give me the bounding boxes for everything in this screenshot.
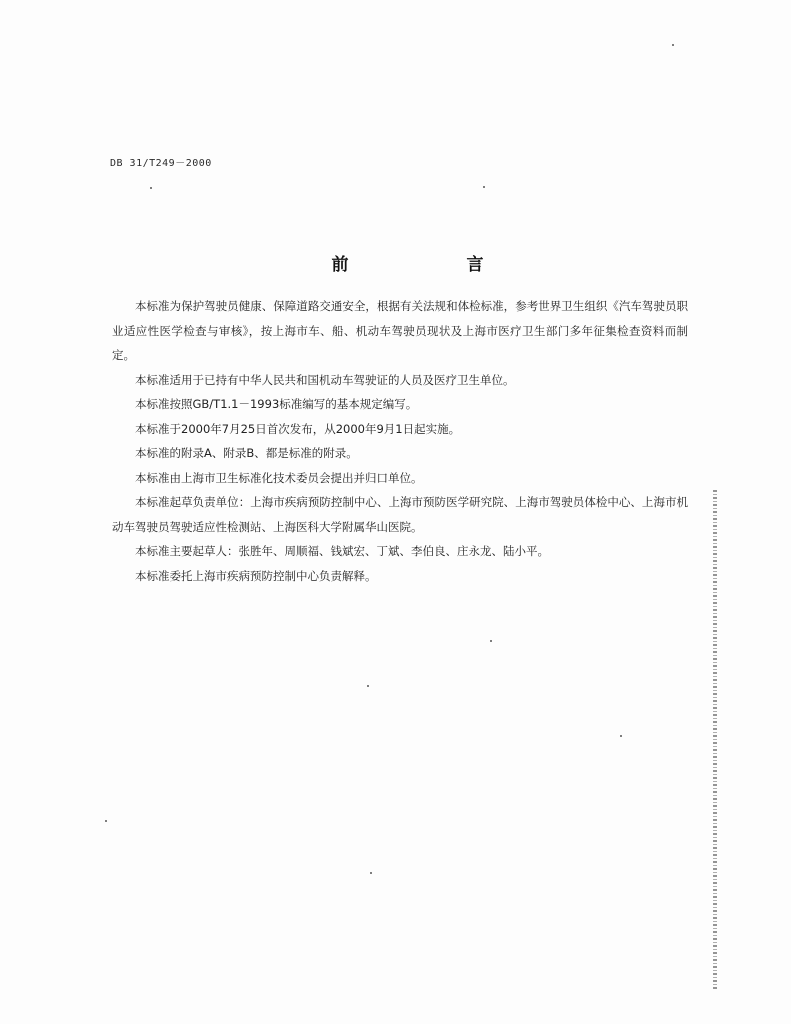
scan-speck xyxy=(672,44,674,46)
scan-speck xyxy=(490,640,492,642)
scan-speck xyxy=(150,187,152,189)
paragraph-dates: 本标准于2000年7月25日首次发布，从2000年9月1日起实施。 xyxy=(135,421,461,436)
paragraph-scope: 本标准适用于已持有中华人民共和国机动车驾驶证的人员及医疗卫生单位。 xyxy=(135,372,515,387)
paragraph-format: 本标准按照GB/T1.1－1993标准编写的基本规定编写。 xyxy=(135,397,418,411)
paragraph-purpose: 本标准为保护驾驶员健康、保障道路交通安全，根据有关法规和体检标准，参考世界卫生组织《汽车驾驶员职业适应性医学检查与审核》，按上海市车、船、机动车驾驶员现状及上海市医疗卫生部门多年征集检查资料而制定。 xyxy=(112,299,688,362)
scan-speck xyxy=(370,872,372,874)
document-body xyxy=(112,294,688,588)
paragraph-drafters: 本标准主要起草人：张胜年、周顺福、钱斌宏、丁斌、李伯良、庄永龙、陆小平。 xyxy=(135,544,549,558)
scan-speck xyxy=(620,735,622,737)
paragraph-proposer: 本标准由上海市卫生标准化技术委员会提出并归口单位。 xyxy=(135,470,423,485)
scan-edge-artifact xyxy=(713,490,717,990)
scan-speck xyxy=(483,186,485,188)
paragraph-appendix: 本标准的附录A、附录B、都是标准的附录。 xyxy=(135,446,358,460)
document-code: DB 31/T249－2000 xyxy=(110,158,212,169)
page-title: 前 言 xyxy=(331,255,540,275)
scan-speck xyxy=(105,820,107,822)
scan-speck xyxy=(367,685,369,687)
paragraph-drafting-units: 本标准起草负责单位：上海市疾病预防控制中心、上海市预防医学研究院、上海市驾驶员体检中心、上海市机动车驾驶员驾驶适应性检测站、上海医科大学附属华山医院。 xyxy=(112,495,688,534)
paragraph-interpretation: 本标准委托上海市疾病预防控制中心负责解释。 xyxy=(135,568,377,583)
